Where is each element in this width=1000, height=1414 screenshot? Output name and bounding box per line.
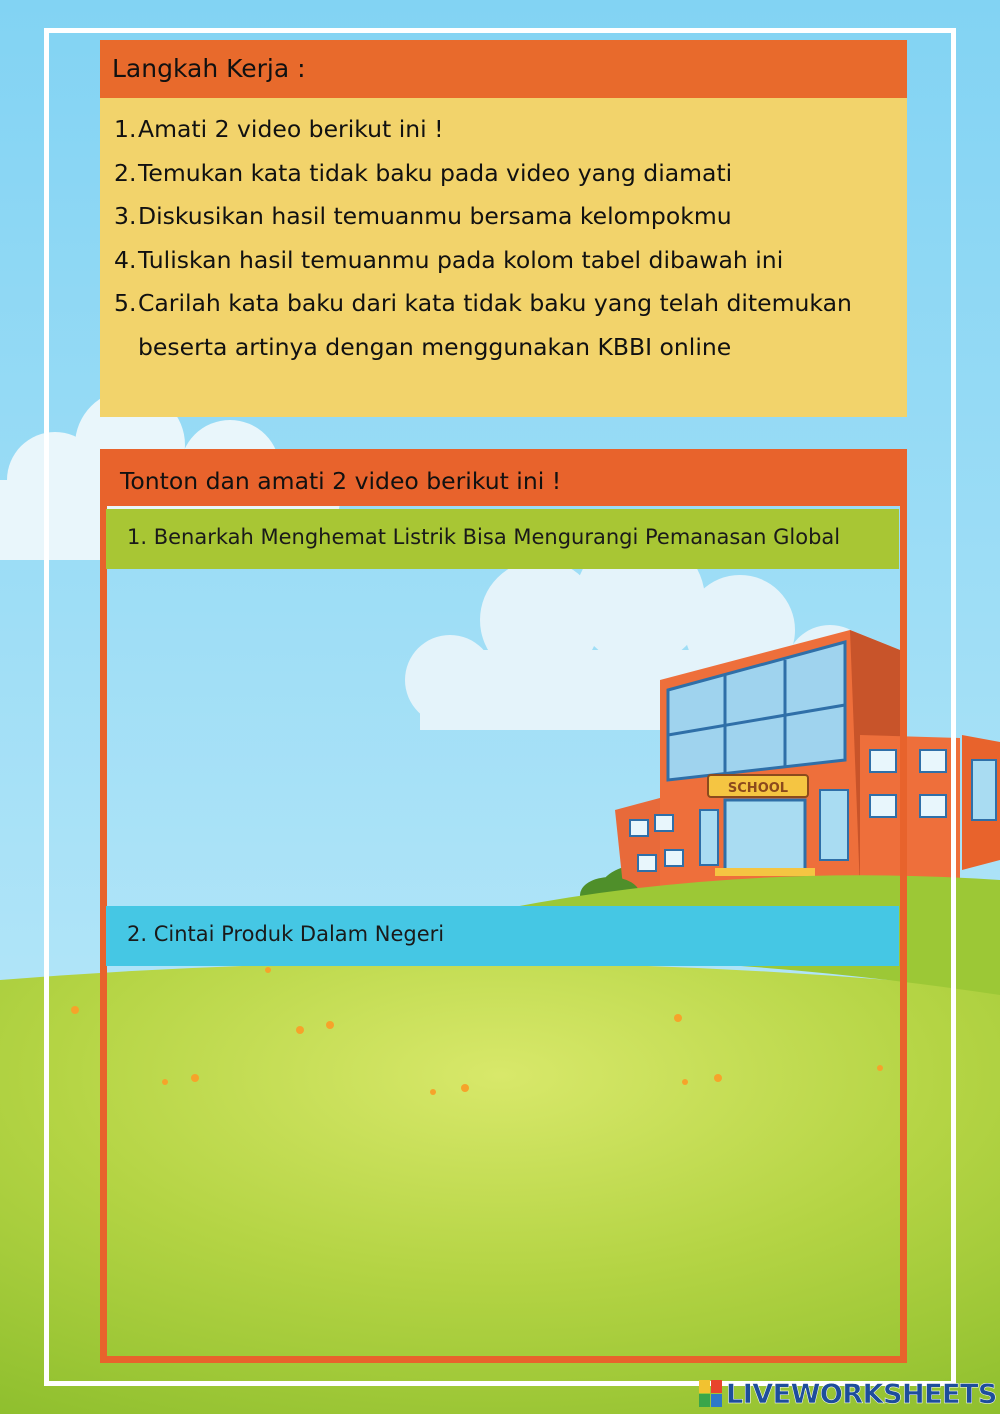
list-item <box>114 239 887 283</box>
step-text: Amati 2 video berikut ini ! <box>138 115 444 143</box>
step-number: 2. <box>114 158 137 187</box>
step-text: Tuliskan hasil temuanmu pada kolom tabel dibawah ini <box>138 245 784 274</box>
step-number: 4. <box>114 245 137 274</box>
list-item <box>114 108 887 152</box>
school-sign: SCHOOL <box>727 781 789 796</box>
step-number: 3. <box>114 202 137 230</box>
video-panel-title: Tonton dan amati 2 video berikut ini ! <box>120 467 562 495</box>
list-item <box>114 195 887 239</box>
step-text: Temukan kata tidak baku pada video yang diamati <box>138 158 733 187</box>
video-1-label: 1. Benarkah Menghemat Listrik Bisa Mengurangi Pemanasan Global <box>106 509 899 569</box>
step-number: 5. <box>114 289 137 317</box>
step-text: Carilah kata baku dari kata tidak baku yang telah ditemukan beserta artinya dengan menggunakan KBBI online <box>138 289 852 361</box>
video-2-label: 2. Cintai Produk Dalam Negeri <box>106 906 899 966</box>
step-number: 1. <box>114 115 137 143</box>
liveworksheets-logo[interactable] <box>698 1376 997 1412</box>
list-item <box>114 152 887 196</box>
step-text: Diskusikan hasil temuanmu bersama kelompokmu <box>138 202 732 230</box>
steps-list <box>100 98 907 417</box>
live-logo-icon <box>698 1379 724 1409</box>
logo-text: LIVEWORKSHEETS <box>726 1378 997 1410</box>
steps-title: Langkah Kerja : <box>100 40 907 98</box>
list-item <box>114 282 887 369</box>
